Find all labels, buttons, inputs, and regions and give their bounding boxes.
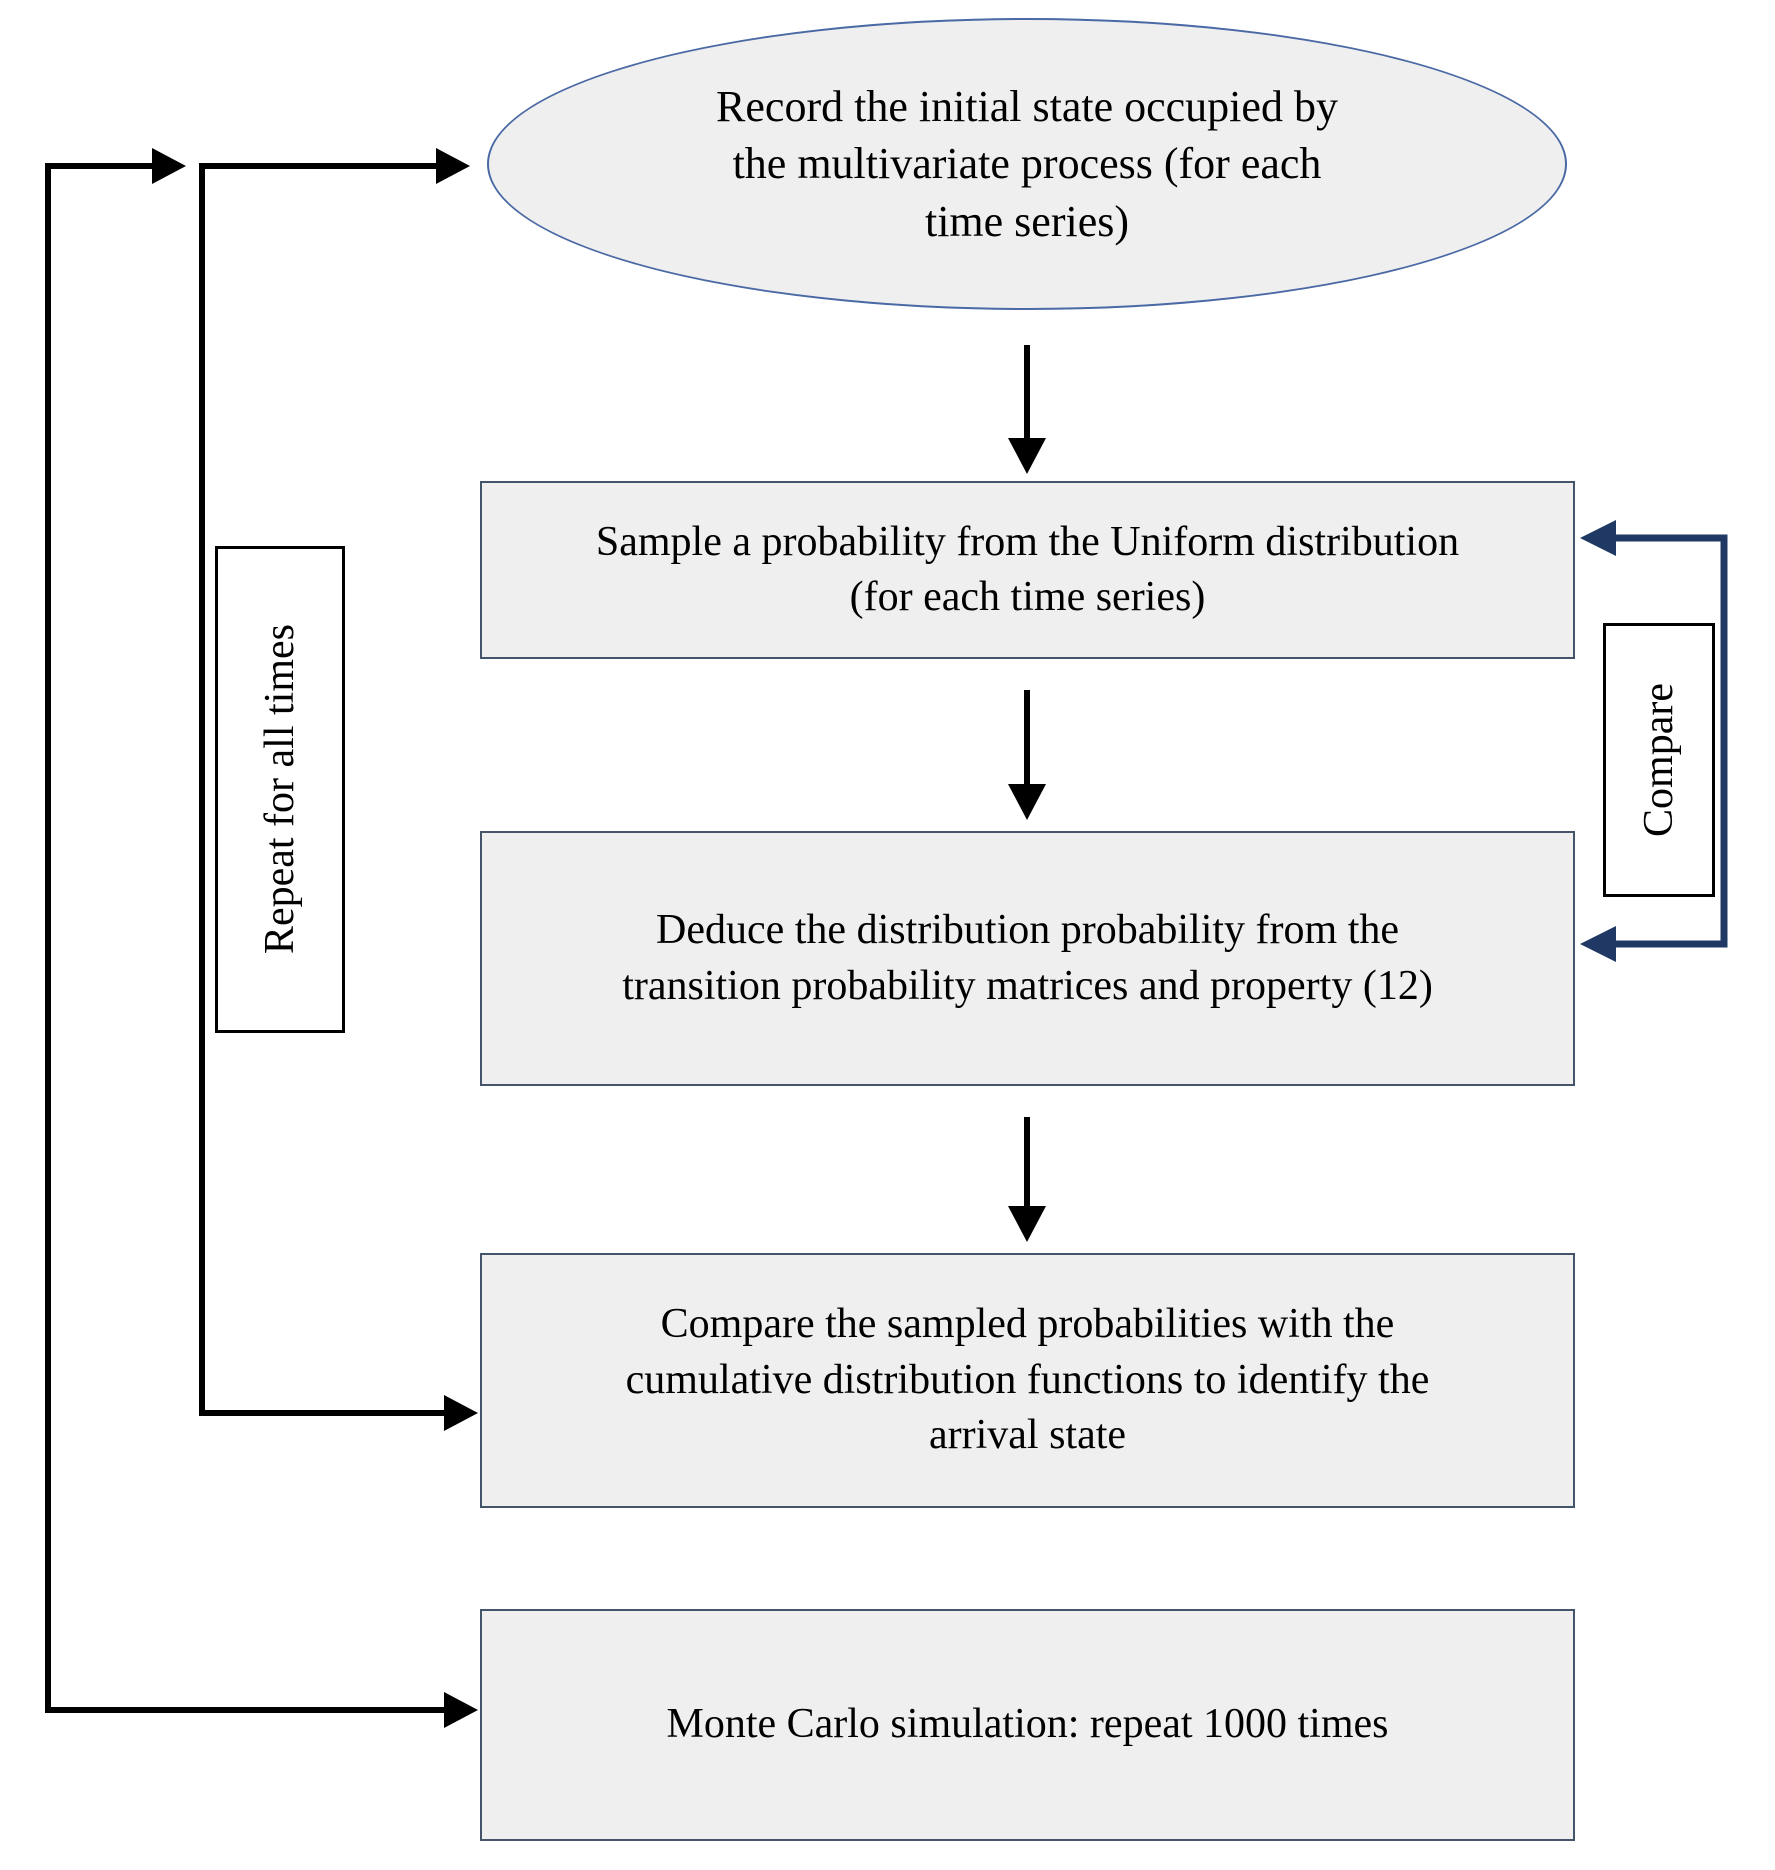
node-text-line: Record the initial state occupied by: [716, 82, 1338, 132]
node-text-line: Deduce the distribution probability from the: [656, 907, 1399, 954]
node-text-line: the multivariate process (for each: [732, 139, 1322, 189]
arrowhead-right-icon: [152, 148, 186, 184]
node-monte-carlo: [480, 1609, 1575, 1841]
node-text-line: arrival state: [928, 1412, 1127, 1459]
node-deduce-distribution: [480, 831, 1575, 1086]
compare-label-text: Compare: [1636, 683, 1682, 837]
label-repeat-for-all-times: [215, 546, 345, 1033]
label-compare: [1603, 623, 1715, 897]
arrowhead-down-icon: [1008, 438, 1046, 474]
flow-arrow-record-to-sample: [1008, 345, 1046, 474]
arrowhead-left-icon: [1580, 926, 1616, 962]
flow-arrow-deduce-to-compare: [1008, 1117, 1046, 1242]
arrowhead-down-icon: [1008, 784, 1046, 820]
node-text-line: cumulative distribution functions to identify the: [625, 1356, 1430, 1403]
node-text-line: Monte Carlo simulation: repeat 1000 times: [666, 1701, 1389, 1748]
node-compare-probabilities: [480, 1253, 1575, 1508]
node-text-line: time series): [924, 196, 1130, 246]
arrowhead-right-icon: [444, 1692, 478, 1728]
node-sample-probability: [480, 481, 1575, 659]
node-text-line: (for each time series): [849, 574, 1206, 620]
flow-arrow-sample-to-deduce: [1008, 690, 1046, 820]
arrowhead-right-icon: [436, 148, 470, 184]
node-record-initial-state: [487, 18, 1567, 310]
repeat-label-text: Repeat for all times: [257, 624, 303, 955]
arrowhead-right-icon: [444, 1395, 478, 1431]
node-text-line: transition probability matrices and property (12): [622, 962, 1433, 1009]
node-text-line: Sample a probability from the Uniform distribution: [595, 518, 1460, 565]
arrowhead-down-icon: [1008, 1206, 1046, 1242]
arrowhead-left-icon: [1580, 520, 1616, 556]
node-text-line: Compare the sampled probabilities with the: [660, 1301, 1395, 1348]
